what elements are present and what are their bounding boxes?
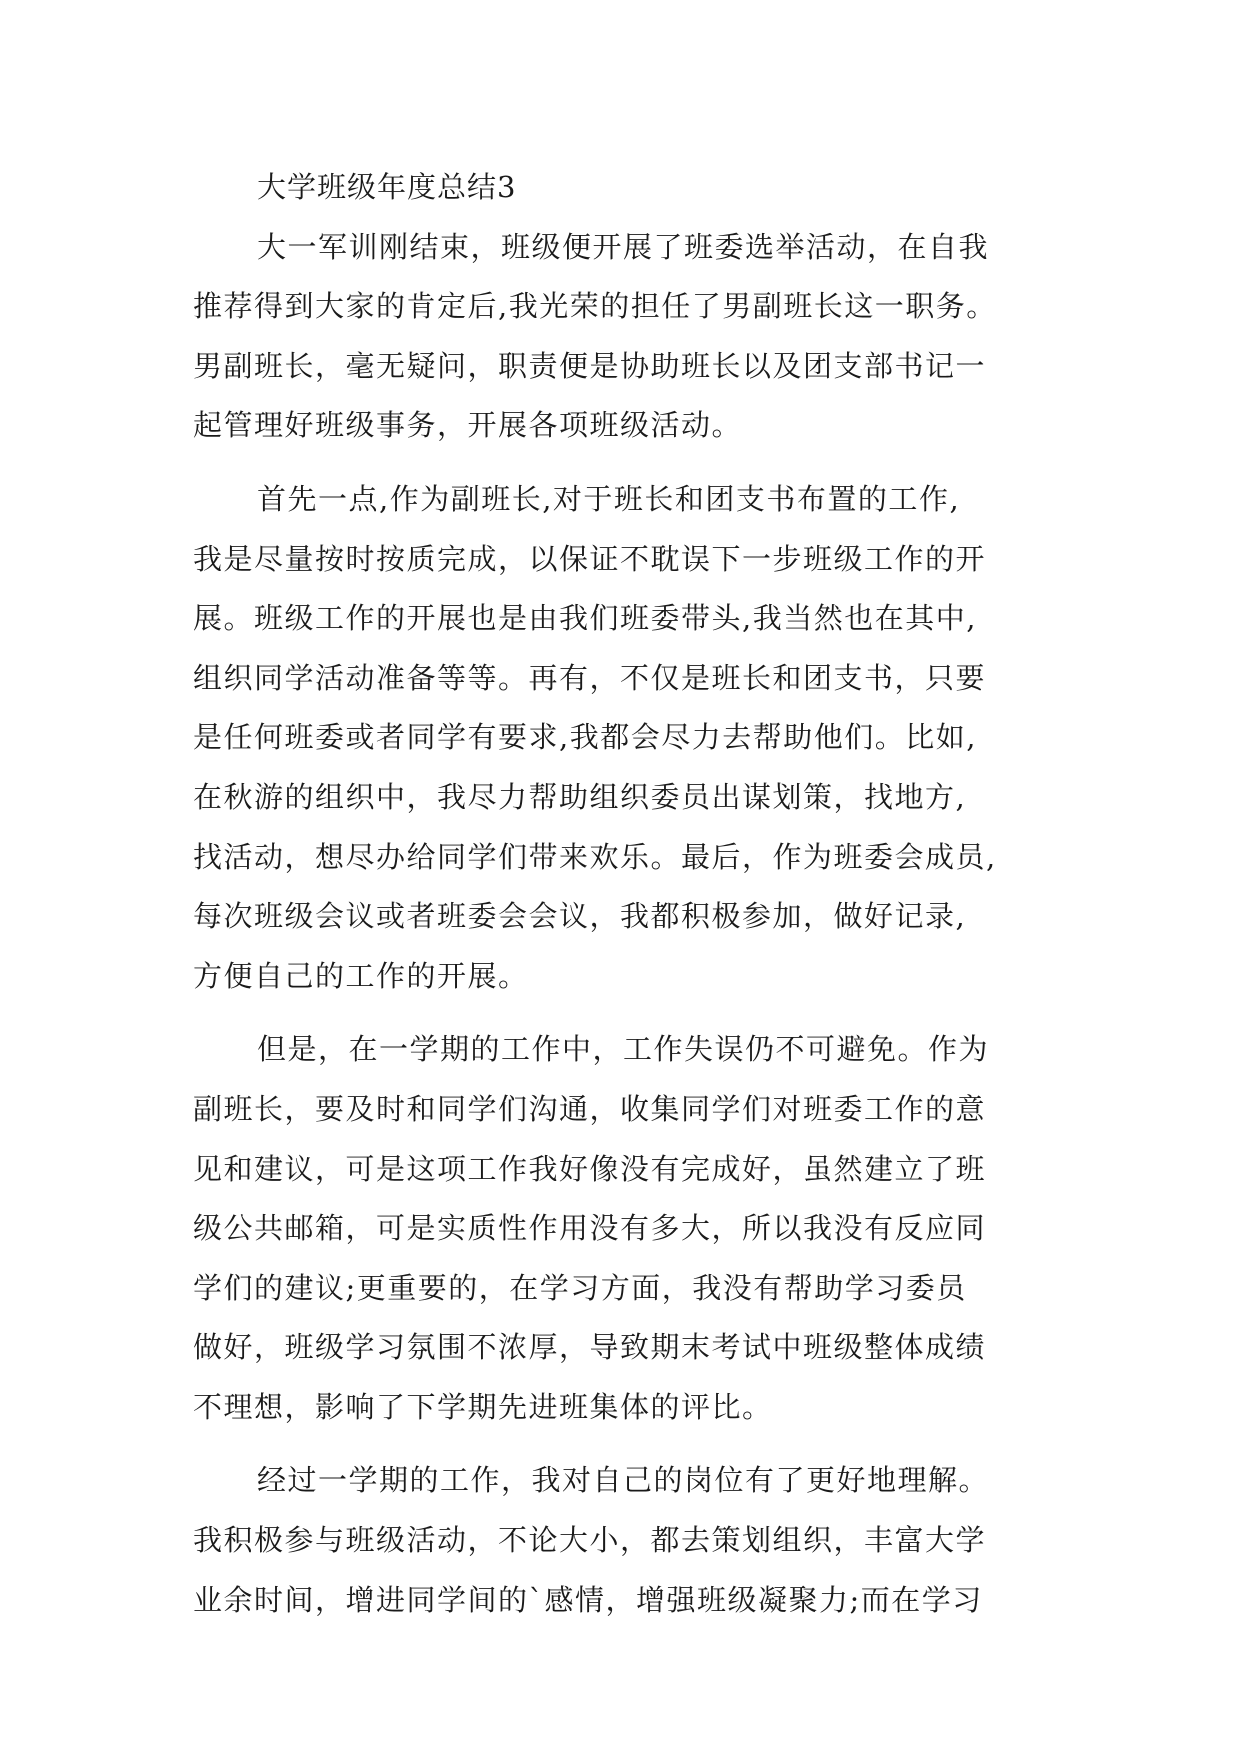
paragraph-4 <box>193 1451 1093 1630</box>
paragraph-line: 男副班长，毫无疑问，职责便是协助班长以及团支部书记一 <box>193 348 987 383</box>
paragraph-line: 不理想，影响了下学期先进班集体的评比。 <box>193 1389 773 1424</box>
paragraph-2 <box>193 470 1093 1006</box>
paragraph-line: 方便自己的工作的开展。 <box>193 958 529 993</box>
paragraph-line: 找活动，想尽办给同学们带来欢乐。最后，作为班委会成员, <box>193 839 997 874</box>
paragraph-line: 在秋游的组织中，我尽力帮助组织委员出谋划策，找地方, <box>193 779 967 814</box>
paragraph-line: 但是，在一学期的工作中，工作失误仍不可避免。作为 <box>257 1032 990 1067</box>
paragraph-line: 级公共邮箱，可是实质性作用没有多大，所以我没有反应同 <box>193 1211 987 1246</box>
paragraph-line: 学们的建议;更重要的，在学习方面，我没有帮助学习委员 <box>193 1270 967 1305</box>
paragraph-line: 首先一点,作为副班长,对于班长和团支书布置的工作, <box>257 481 961 516</box>
paragraph-line: 做好，班级学习氛围不浓厚，导致期末考试中班级整体成绩 <box>193 1330 987 1365</box>
paragraph-3 <box>193 1020 1093 1437</box>
paragraph-line: 我积极参与班级活动，不论大小，都去策划组织，丰富大学 <box>193 1523 987 1558</box>
paragraph-line: 每次班级会议或者班委会会议，我都积极参加，做好记录, <box>193 899 967 934</box>
paragraph-line: 组织同学活动准备等等。再有，不仅是班长和团支书，只要 <box>193 660 987 695</box>
paragraph-spacer <box>193 456 1093 470</box>
document-title: 大学班级年度总结3 <box>257 170 517 204</box>
paragraph-line: 是任何班委或者同学有要求,我都会尽力去帮助他们。比如, <box>193 720 977 755</box>
paragraph-line: 推荐得到大家的肯定后,我光荣的担任了男副班长这一职务。 <box>193 289 997 324</box>
paragraph-line: 展。班级工作的开展也是由我们班委带头,我当然也在其中, <box>193 601 977 636</box>
document-body <box>193 158 1093 1630</box>
paragraph-line: 经过一学期的工作，我对自己的岗位有了更好地理解。 <box>257 1463 990 1498</box>
paragraph-line: 见和建议，可是这项工作我好像没有完成好，虽然建立了班 <box>193 1151 987 1186</box>
paragraph-spacer <box>193 1437 1093 1451</box>
paragraph-spacer <box>193 1006 1093 1020</box>
paragraph-line: 大一军训刚结束，班级便开展了班委选举活动，在自我 <box>257 229 990 264</box>
paragraph-1 <box>193 218 1093 456</box>
paragraph-line: 起管理好班级事务，开展各项班级活动。 <box>193 408 743 443</box>
paragraph-line: 我是尽量按时按质完成，以保证不耽误下一步班级工作的开 <box>193 541 987 576</box>
paragraph-line: 业余时间，增进同学间的`感情，增强班级凝聚力;而在学习 <box>193 1582 983 1617</box>
paragraph-line: 副班长，要及时和同学们沟通，收集同学们对班委工作的意 <box>193 1091 987 1126</box>
